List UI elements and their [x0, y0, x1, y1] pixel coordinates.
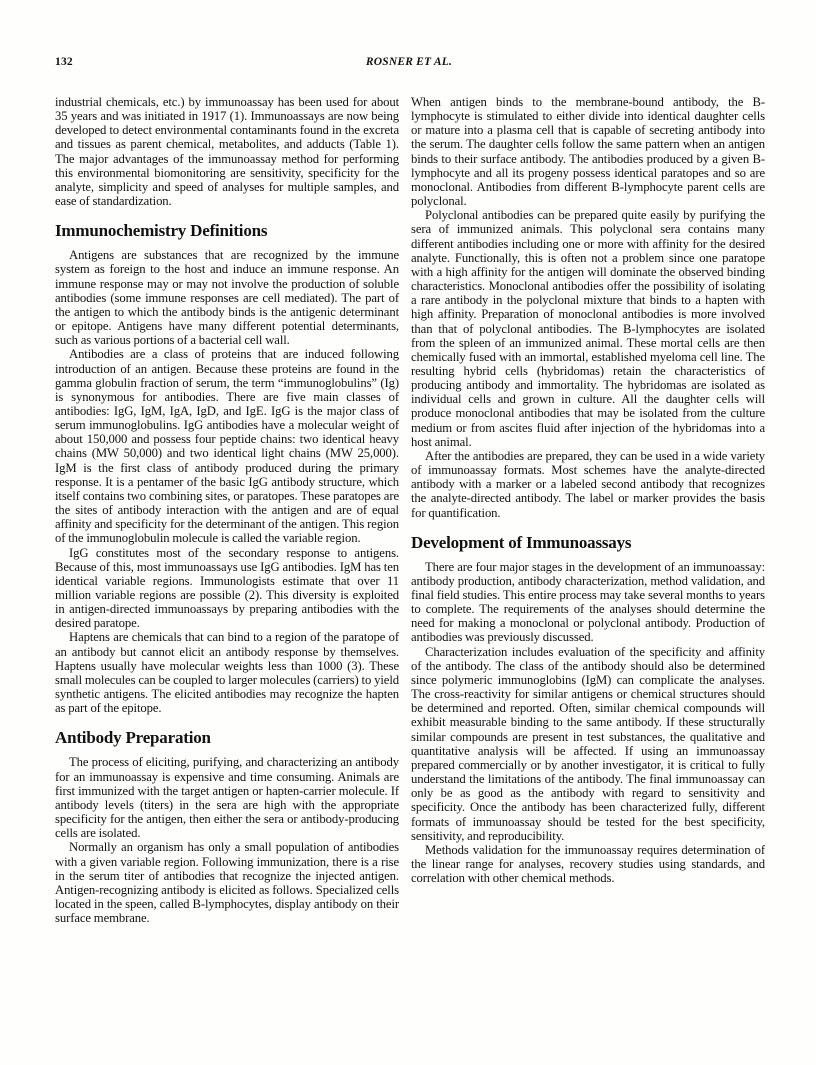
page-header	[55, 56, 763, 72]
page-number: 132	[55, 56, 73, 68]
paragraph-eliciting-process: The process of eliciting, purifying, and characterizing an antibody for an immunoassay is expensive and time consuming. Animals are first immunized with the target antigen or hapten-carrier molecule. If antibody levels (titers) in the sera are high with the appropriate specificity for the antigen, then either the sera or antibody-producing cells are isolated.	[55, 755, 399, 841]
paragraph-four-major-stages: There are four major stages in the development of an immunoassay: antibody production, antibody characterization, method validation, and final field studies. This entire process may take several months to years to complete. The requirements of the analyses should determine the need for making a monoclonal or polyclonal antibody. Production of antibodies was previously discussed.	[411, 559, 765, 645]
right-column	[411, 95, 765, 925]
two-column-text-body	[55, 95, 765, 925]
paragraph-when-antigen-binds: When antigen binds to the membrane-bound antibody, the B-lymphocyte is stimulated to either divide into identical daughter cells or mature into a plasma cell that is capable of secreting antibody into the serum. The daughter cells follow the same pattern when an antigen binds to their surface antibody. The antibodies produced by a given B-lymphocyte and all its progeny possess identical paratopes and so are monoclonal. Antibodies from different B-lymphocyte parent cells are polyclonal.	[411, 95, 765, 209]
paragraph-methods-validation: Methods validation for the immunoassay requires determination of the linear range for analyses, recovery studies using standards, and correlation with other chemical methods.	[411, 842, 765, 886]
paragraph-characterization: Characterization includes evaluation of the specificity and affinity of the antibody. The class of the antibody should also be determined since polymeric immunoglobins (IgM) can complicate the analyses. The cross-reactivity for similar antigens or chemical structures should be determined and reported. Often, similar chemical compounds will exhibit measurable binding to the same antibody. If these structurally similar compounds are present in test substances, the qualitative and quantitative analysis will be affected. If using an immunoassay prepared commercially or by another investigator, it is critical to fully understand the limitations of the antibody. The final immunoassay can only be as good as the antibody with regard to sensitivity and specificity. Once the antibody has been characterized fully, different formats of immunoassay should be tested for the best specificity, sensitivity, and reproducibility.	[411, 644, 765, 843]
paragraph-polyclonal-monoclonal: Polyclonal antibodies can be prepared quite easily by purifying the sera of immunized animals. This polyclonal sera contains many different antibodies including one or more with affinity for the desired analyte. Functionally, this is often not a problem since one paratope with a high affinity for the antigen will dominate the observed binding characteristics. Monoclonal antibodies offer the possibility of isolating a rare antibody in the polyclonal mixture that binds to a hapten with high affinity. Preparation of monoclonal antibodies is more involved than that of polyclonal antibodies. The B-lymphocytes are isolated from the spleen of an immunized animal. These mortal cells are then chemically fused with an immortal, established myeloma cell line. The resulting hybrid cells (hybridomas) retain the characteristics of producing antibody and immortality. The hybridomas are isolated as individual cells and grown in culture. All the daughter cells will produce monoclonal antibodies that may be isolated from the culture medium or from ascites fluid after injection of the hybridomas into a host animal.	[411, 208, 765, 449]
paragraph-intro-continuation: industrial chemicals, etc.) by immunoassay has been used for about 35 years and was initiated in 1917 (1). Immunoassays are now being developed to detect environmental contaminants found in the excreta and tissues as parent chemical, metabolites, and adducts (Table 1). The major advantages of the immunoassay method for performing this environmental biomonitoring are sensitivity, specificity for the analyte, simplicity and speed of analyses for multiple samples, and ease of standardization.	[55, 95, 399, 209]
paragraph-normally-organism: Normally an organism has only a small population of antibodies with a given variable region. Following immunization, there is a rise in the serum titer of antibodies that recognize the injected antigen. Antigen-recognizing antibody is elicited as follows. Specialized cells located in the speen, called B-lymphocytes, display antibody on their surface membrane.	[55, 840, 399, 926]
paragraph-igg-secondary-response: IgG constitutes most of the secondary response to antigens. Because of this, most immunoassays use IgG antibodies. IgM has ten identical variable regions. Immunologists estimate that over 11 million variable regions are possible (2). This diversity is exploited in antigen-directed immunoassays by preparing antibodies with the desired paratope.	[55, 545, 399, 631]
section-heading-immunochemistry-definitions: Immunochemistry Definitions	[55, 221, 268, 241]
left-column	[55, 95, 399, 925]
paragraph-antigens: Antigens are substances that are recognized by the immune system as foreign to the host and induce an immune response. An immune response may or may not involve the production of soluble antibodies (some immune responses are cell mediated). The part of the antigen to which the antibody binds is the antigenic determinant or epitope. Antigens have many different potential determinants, such as various portions of a bacterial cell wall.	[55, 248, 399, 348]
running-head: ROSNER ET AL.	[365, 56, 453, 68]
section-heading-development-of-immunoassays: Development of Immunoassays	[411, 532, 632, 552]
paragraph-antibodies-classes: Antibodies are a class of proteins that are induced following introduction of an antigen. Because these proteins are found in the gamma globulin fraction of serum, the term “immunoglobulins” (Ig) is synonymous for antibodies. There are five main classes of antibodies: IgG, IgM, IgA, IgD, and IgE. IgG is the major class of serum immunoglobulins. IgG antibodies have a molecular weight of about 150,000 and possess four peptide chains: two identical heavy chains (MW 50,000) and two identical light chains (MW 25,000). IgM is the first class of antibody produced during the primary response. It is a pentamer of the basic IgG antibody structure, which itself contains two combining sites, or paratopes. These paratopes are the sites of antibody interaction with the antigen and are of equal affinity and specificity for the determinant of the antigen. This region of the immunoglobulin molecule is called the variable region.	[55, 347, 399, 546]
paragraph-haptens: Haptens are chemicals that can bind to a region of the paratope of an antibody but cannot elicit an antibody response by themselves. Haptens usually have molecular weights less than 1000 (3). These small molecules can be coupled to larger molecules (carriers) to yield synthetic antigens. The elicited antibodies may recognize the hapten as part of the epitope.	[55, 630, 399, 716]
paragraph-after-antibodies-prepared: After the antibodies are prepared, they can be used in a wide variety of immunoassay formats. Most schemes have the analyte-directed antibody with a marker or a labeled second antibody that recognizes the analyte-directed antibody. The label or marker provides the basis for quantification.	[411, 448, 765, 520]
section-heading-antibody-preparation: Antibody Preparation	[55, 728, 211, 748]
